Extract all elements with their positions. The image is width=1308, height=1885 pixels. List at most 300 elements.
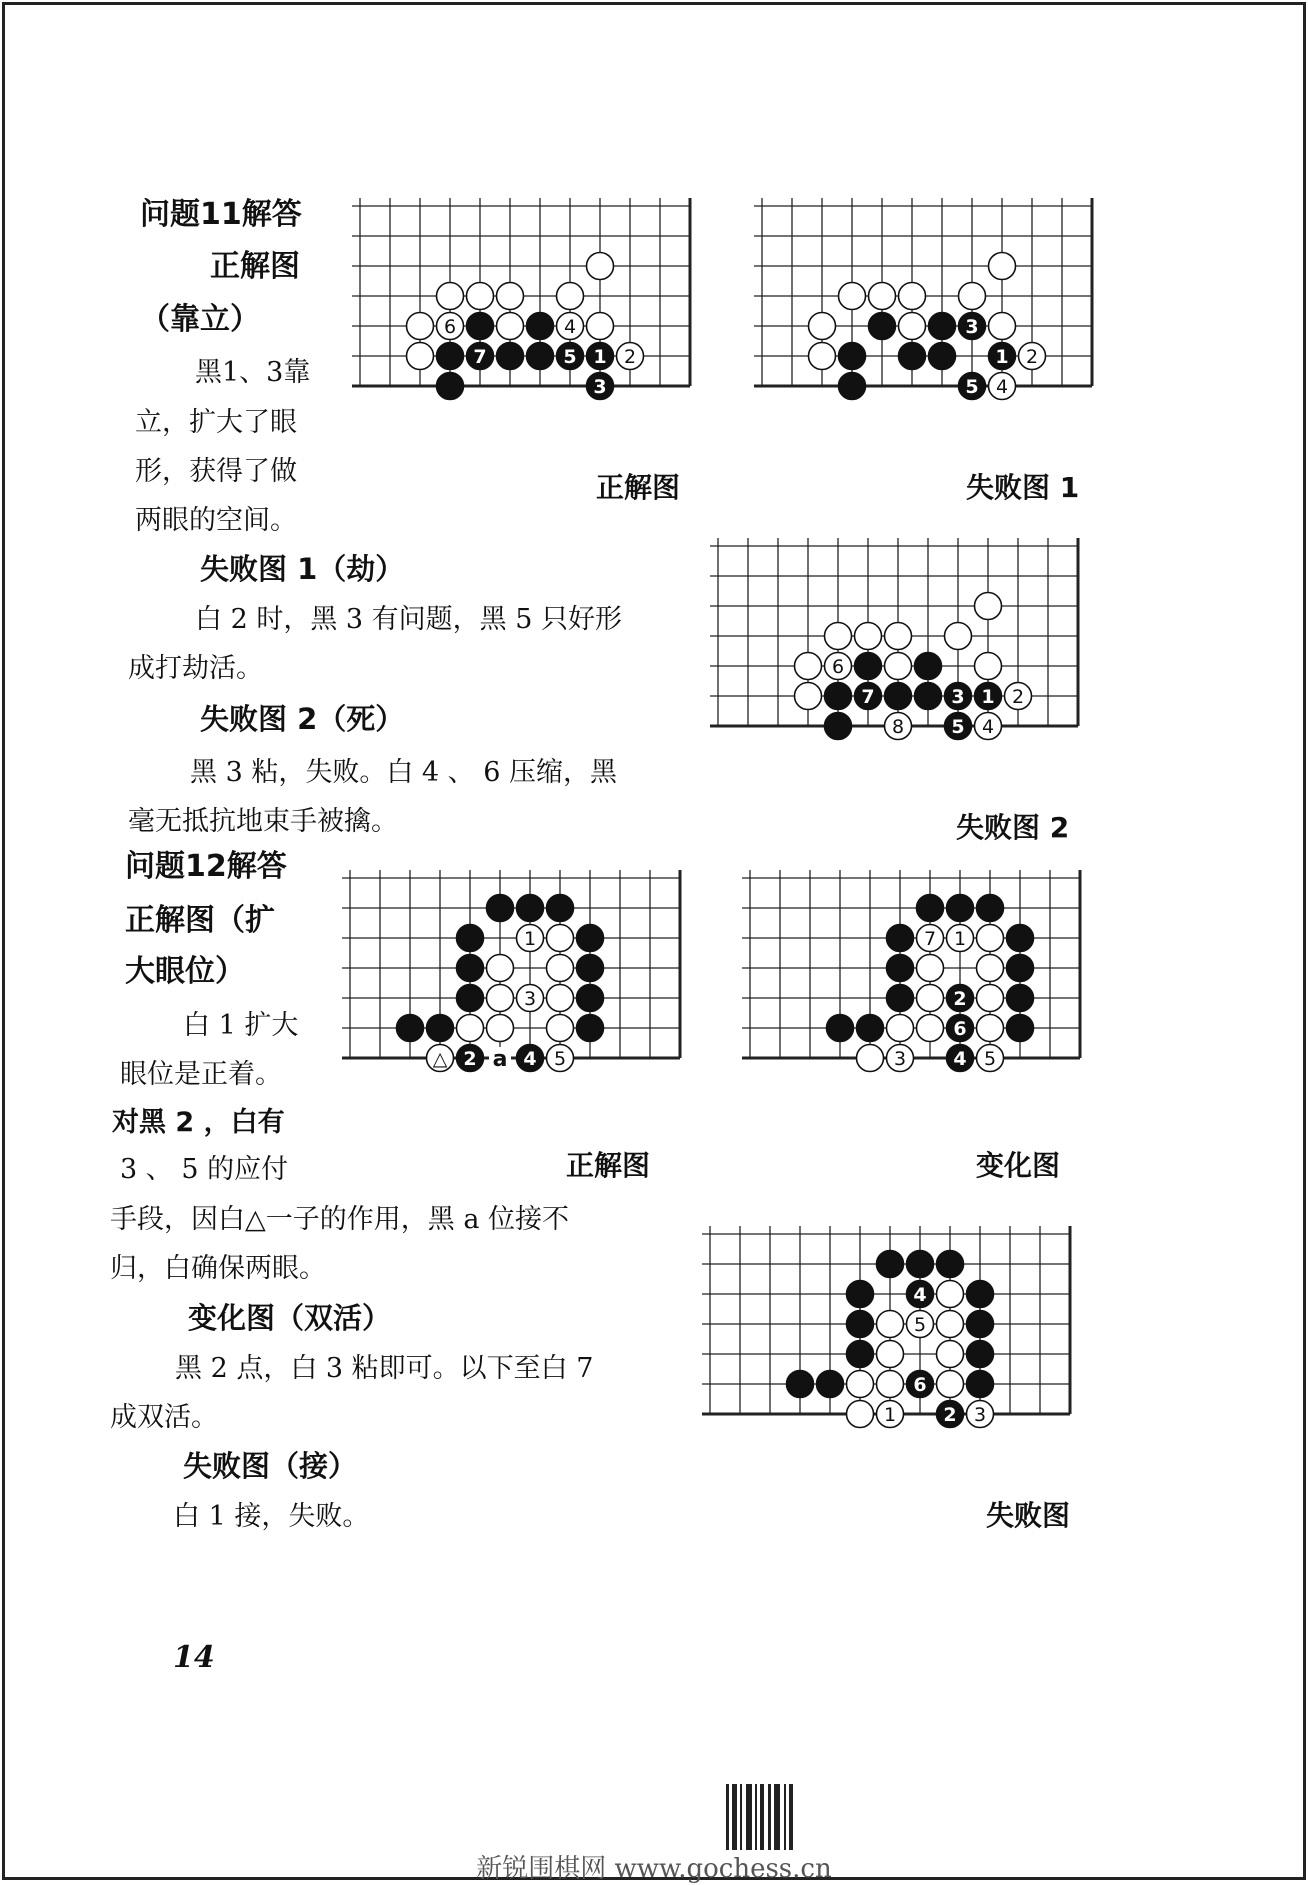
black-stone	[937, 1251, 964, 1278]
white-stone	[809, 313, 836, 340]
stone-disc	[937, 1251, 964, 1278]
black-stone	[975, 683, 1002, 710]
white-stone	[989, 373, 1016, 400]
stone-disc	[847, 1281, 874, 1308]
stone-disc	[497, 313, 524, 340]
stone-disc	[945, 623, 972, 650]
white-stone	[975, 653, 1002, 680]
stone-disc	[959, 283, 986, 310]
white-stone	[437, 283, 464, 310]
stone-disc	[847, 1371, 874, 1398]
stone-disc	[407, 313, 434, 340]
black-stone	[847, 1281, 874, 1308]
black-stone	[457, 925, 484, 952]
white-stone	[487, 1015, 514, 1042]
fail2-body-line: 毫无抵抗地束手被擒。	[128, 806, 398, 837]
white-stone	[855, 623, 882, 650]
stone-number: 6	[913, 1374, 927, 1396]
stone-number: 1	[981, 686, 995, 708]
white-stone	[877, 1341, 904, 1368]
black-stone	[825, 683, 852, 710]
go-board-q11-fail1	[752, 196, 1112, 446]
stone-disc	[937, 1341, 964, 1368]
white-stone	[437, 313, 464, 340]
black-stone	[497, 343, 524, 370]
stone-number: 2	[1011, 686, 1025, 708]
stone-disc	[967, 1371, 994, 1398]
stone-disc	[457, 925, 484, 952]
stone-disc	[817, 1371, 844, 1398]
white-stone	[947, 925, 974, 952]
stone-disc	[975, 653, 1002, 680]
black-stone	[839, 373, 866, 400]
go-board-q12-fail	[700, 1224, 1100, 1474]
stone-disc	[887, 955, 914, 982]
stone-disc	[825, 623, 852, 650]
q11-subtitle: 正解图	[210, 249, 300, 284]
stone-disc	[587, 313, 614, 340]
black-stone	[869, 313, 896, 340]
white-stone	[407, 343, 434, 370]
black-stone	[457, 1045, 484, 1072]
q12-body-line: 白 1 扩大	[183, 1010, 299, 1041]
white-stone	[967, 1401, 994, 1428]
stone-disc	[487, 1015, 514, 1042]
stone-disc	[547, 955, 574, 982]
stone-disc	[887, 1015, 914, 1042]
black-stone	[899, 343, 926, 370]
q11-title: 问题11解答	[140, 197, 302, 232]
black-stone	[787, 1371, 814, 1398]
white-stone	[887, 1045, 914, 1072]
stone-number: 2	[623, 346, 637, 368]
stone-number: 4	[913, 1284, 927, 1306]
stone-number: 3	[973, 1404, 987, 1426]
stone-disc	[497, 283, 524, 310]
white-stone	[945, 623, 972, 650]
stone-disc	[787, 1371, 814, 1398]
black-stone	[977, 895, 1004, 922]
black-stone	[947, 1045, 974, 1072]
stone-number: 5	[563, 346, 577, 368]
stone-disc	[577, 955, 604, 982]
black-stone	[437, 373, 464, 400]
stone-disc	[887, 985, 914, 1012]
stone-disc	[915, 653, 942, 680]
white-stone	[547, 955, 574, 982]
black-stone	[517, 895, 544, 922]
black-stone	[1007, 1015, 1034, 1042]
white-stone	[959, 283, 986, 310]
q12-body-line: 归，白确保两眼。	[110, 1253, 326, 1284]
black-stone	[825, 713, 852, 740]
stone-disc	[809, 343, 836, 370]
stone-disc	[1007, 925, 1034, 952]
black-stone	[877, 1251, 904, 1278]
black-stone	[839, 343, 866, 370]
white-stone	[885, 713, 912, 740]
stone-number: 6	[831, 656, 845, 678]
white-stone	[937, 1281, 964, 1308]
black-stone	[847, 1311, 874, 1338]
black-stone	[967, 1311, 994, 1338]
stone-disc	[885, 683, 912, 710]
stone-disc	[899, 283, 926, 310]
stone-number: 3	[965, 316, 979, 338]
go-board-q11-correct	[350, 196, 710, 446]
white-stone	[1019, 343, 1046, 370]
white-stone	[877, 1371, 904, 1398]
stone-number: 7	[923, 928, 937, 950]
q11-body-line: 立，扩大了眼	[135, 407, 297, 438]
barcode-image	[700, 1778, 830, 1856]
black-stone	[929, 313, 956, 340]
board-caption: 失败图 1	[966, 471, 1080, 504]
variation-body-line: 成双活。	[110, 1402, 218, 1433]
variation-body-line: 黑 2 点，白 3 粘即可。以下至白 7	[175, 1353, 594, 1384]
black-stone	[557, 343, 584, 370]
stone-number: 5	[913, 1314, 927, 1336]
stone-disc	[557, 283, 584, 310]
q12-subtitle: 正解图（扩	[125, 903, 275, 938]
stone-disc	[885, 653, 912, 680]
black-stone	[577, 925, 604, 952]
black-stone	[1007, 925, 1034, 952]
stone-disc	[487, 895, 514, 922]
stone-disc	[869, 313, 896, 340]
stone-disc	[407, 343, 434, 370]
white-stone	[977, 1015, 1004, 1042]
white-stone	[975, 593, 1002, 620]
stone-disc	[977, 925, 1004, 952]
black-stone	[907, 1251, 934, 1278]
footer-watermark: 新锐围棋网 www.gochess.cn	[476, 1854, 832, 1884]
stone-disc	[487, 985, 514, 1012]
stone-number: 3	[523, 988, 537, 1010]
stone-number: 1	[883, 1404, 897, 1426]
go-board-q12-variation	[740, 868, 1100, 1118]
black-stone	[547, 895, 574, 922]
black-stone	[467, 343, 494, 370]
stone-disc	[457, 955, 484, 982]
stone-disc	[989, 253, 1016, 280]
stone-disc	[397, 1015, 424, 1042]
stone-number: 7	[861, 686, 875, 708]
white-stone	[977, 985, 1004, 1012]
black-stone	[457, 955, 484, 982]
stone-disc	[917, 985, 944, 1012]
white-stone	[885, 623, 912, 650]
white-stone	[977, 955, 1004, 982]
black-stone	[967, 1371, 994, 1398]
black-stone	[959, 373, 986, 400]
q12-body-line: 3 、 5 的应付	[120, 1154, 289, 1185]
white-stone	[937, 1311, 964, 1338]
white-stone	[917, 985, 944, 1012]
q12-title: 问题12解答	[125, 849, 287, 884]
white-stone	[557, 313, 584, 340]
white-stone	[617, 343, 644, 370]
white-stone	[557, 283, 584, 310]
stone-disc	[517, 895, 544, 922]
stone-number: 3	[951, 686, 965, 708]
stone-disc	[869, 283, 896, 310]
board-caption: 变化图	[976, 1149, 1061, 1182]
black-stone	[915, 683, 942, 710]
stone-disc	[977, 955, 1004, 982]
go-board-q12-correct	[340, 868, 700, 1118]
stone-disc	[975, 593, 1002, 620]
black-stone	[887, 955, 914, 982]
black-stone	[527, 343, 554, 370]
white-stone	[917, 1015, 944, 1042]
white-stone	[989, 253, 1016, 280]
black-stone	[887, 985, 914, 1012]
white-stone	[899, 313, 926, 340]
black-stone	[947, 985, 974, 1012]
stone-disc	[937, 1311, 964, 1338]
black-stone	[967, 1341, 994, 1368]
variation-title: 变化图（双活）	[188, 1301, 392, 1335]
stone-number: △	[432, 1048, 448, 1070]
stone-disc	[847, 1401, 874, 1428]
white-stone	[825, 623, 852, 650]
stone-disc	[795, 683, 822, 710]
black-stone	[587, 373, 614, 400]
white-stone	[907, 1311, 934, 1338]
board-caption: 失败图	[986, 1499, 1071, 1532]
q11-body-line: 形，获得了做	[135, 456, 297, 487]
white-stone	[839, 283, 866, 310]
black-stone	[427, 1015, 454, 1042]
white-stone	[517, 985, 544, 1012]
stone-disc	[907, 1251, 934, 1278]
white-stone	[795, 653, 822, 680]
white-stone	[547, 985, 574, 1012]
stone-disc	[1007, 985, 1034, 1012]
white-stone	[877, 1311, 904, 1338]
fail-title: 失败图（接）	[183, 1449, 358, 1483]
white-stone	[877, 1401, 904, 1428]
white-stone	[989, 313, 1016, 340]
stone-number: 5	[965, 376, 979, 398]
stone-disc	[887, 925, 914, 952]
white-stone	[497, 283, 524, 310]
stone-disc	[527, 313, 554, 340]
stone-number: 1	[523, 928, 537, 950]
white-stone	[487, 955, 514, 982]
white-stone	[517, 925, 544, 952]
stone-disc	[467, 313, 494, 340]
stone-disc	[877, 1341, 904, 1368]
stone-disc	[547, 985, 574, 1012]
white-stone	[587, 313, 614, 340]
stone-disc	[847, 1311, 874, 1338]
stone-disc	[855, 623, 882, 650]
stone-number: 4	[523, 1048, 537, 1070]
stone-number: 1	[593, 346, 607, 368]
stone-disc	[937, 1371, 964, 1398]
white-stone	[975, 713, 1002, 740]
black-stone	[885, 683, 912, 710]
white-stone	[917, 955, 944, 982]
white-stone	[427, 1045, 454, 1072]
black-stone	[857, 1015, 884, 1042]
stone-disc	[977, 1015, 1004, 1042]
black-stone	[967, 1281, 994, 1308]
fail2-title: 失败图 2（死）	[200, 702, 405, 736]
black-stone	[945, 683, 972, 710]
black-stone	[937, 1401, 964, 1428]
white-stone	[825, 653, 852, 680]
white-stone	[977, 925, 1004, 952]
white-stone	[917, 925, 944, 952]
black-stone	[915, 653, 942, 680]
stone-disc	[899, 313, 926, 340]
stone-disc	[915, 683, 942, 710]
q12-body-line: 对黑 2 ，白有	[112, 1107, 285, 1138]
black-stone	[577, 1015, 604, 1042]
white-stone	[587, 253, 614, 280]
black-stone	[1007, 985, 1034, 1012]
stone-number: 2	[953, 988, 967, 1010]
white-stone	[1005, 683, 1032, 710]
point-label-text: a	[492, 1047, 508, 1072]
stone-number: 6	[953, 1018, 967, 1040]
white-stone	[847, 1371, 874, 1398]
stone-number: 2	[463, 1048, 477, 1070]
stone-number: 2	[1025, 346, 1039, 368]
white-stone	[809, 343, 836, 370]
white-stone	[407, 313, 434, 340]
black-stone	[989, 343, 1016, 370]
stone-disc	[547, 1015, 574, 1042]
black-stone	[1007, 955, 1034, 982]
stone-number: 1	[953, 928, 967, 950]
black-stone	[855, 653, 882, 680]
fail-body-line: 白 1 接，失败。	[173, 1501, 370, 1532]
q12-body-line: 眼位是正着。	[120, 1059, 282, 1090]
white-stone	[487, 985, 514, 1012]
black-stone	[527, 313, 554, 340]
black-stone	[947, 895, 974, 922]
stone-disc	[839, 373, 866, 400]
stone-disc	[839, 343, 866, 370]
stone-number: 1	[995, 346, 1009, 368]
stone-number: 5	[951, 716, 965, 738]
black-stone	[929, 343, 956, 370]
white-stone	[887, 1015, 914, 1042]
q11-body-line: 黑1、3靠	[195, 357, 311, 388]
black-stone	[907, 1371, 934, 1398]
black-stone	[397, 1015, 424, 1042]
black-stone	[577, 955, 604, 982]
stone-number: 3	[593, 376, 607, 398]
white-stone	[847, 1401, 874, 1428]
stone-disc	[899, 343, 926, 370]
page-number: 14	[173, 1640, 215, 1675]
stone-disc	[877, 1311, 904, 1338]
black-stone	[945, 713, 972, 740]
black-stone	[587, 343, 614, 370]
stone-disc	[877, 1251, 904, 1278]
stone-disc	[877, 1371, 904, 1398]
black-stone	[827, 1015, 854, 1042]
board-caption: 正解图	[566, 1149, 651, 1182]
stone-disc	[967, 1281, 994, 1308]
board-caption: 失败图 2	[956, 811, 1070, 844]
stone-disc	[467, 283, 494, 310]
black-stone	[959, 313, 986, 340]
stone-number: 3	[893, 1048, 907, 1070]
stone-disc	[527, 343, 554, 370]
white-stone	[899, 283, 926, 310]
q11-paren: （靠立）	[140, 302, 260, 337]
black-stone	[437, 343, 464, 370]
stone-disc	[427, 1015, 454, 1042]
fail1-body-line: 成打劫活。	[128, 653, 263, 684]
stone-disc	[967, 1311, 994, 1338]
stone-disc	[977, 895, 1004, 922]
white-stone	[497, 313, 524, 340]
stone-disc	[989, 313, 1016, 340]
stone-disc	[1007, 955, 1034, 982]
white-stone	[547, 1045, 574, 1072]
stone-disc	[917, 955, 944, 982]
stone-disc	[929, 343, 956, 370]
stone-disc	[825, 713, 852, 740]
stone-disc	[1007, 1015, 1034, 1042]
fail1-body-line: 白 2 时，黑 3 有问题，黑 5 只好形	[195, 604, 623, 635]
stone-disc	[857, 1015, 884, 1042]
black-stone	[487, 895, 514, 922]
stone-disc	[587, 253, 614, 280]
white-stone	[857, 1045, 884, 1072]
stone-disc	[457, 1015, 484, 1042]
stone-disc	[809, 313, 836, 340]
stone-disc	[437, 283, 464, 310]
stone-disc	[947, 895, 974, 922]
stone-disc	[497, 343, 524, 370]
stone-number: 8	[891, 716, 905, 738]
black-stone	[467, 313, 494, 340]
board-caption: 正解图	[596, 471, 681, 504]
white-stone	[547, 925, 574, 952]
black-stone	[907, 1281, 934, 1308]
stone-number: 5	[553, 1048, 567, 1070]
stone-disc	[847, 1341, 874, 1368]
stone-disc	[457, 985, 484, 1012]
white-stone	[937, 1341, 964, 1368]
stone-disc	[855, 653, 882, 680]
stone-number: 5	[983, 1048, 997, 1070]
stone-disc	[577, 1015, 604, 1042]
stone-disc	[795, 653, 822, 680]
stone-disc	[967, 1341, 994, 1368]
stone-disc	[827, 1015, 854, 1042]
stone-number: 4	[563, 316, 577, 338]
black-stone	[577, 985, 604, 1012]
white-stone	[457, 1015, 484, 1042]
stone-disc	[937, 1281, 964, 1308]
stone-number: 4	[953, 1048, 967, 1070]
black-stone	[847, 1341, 874, 1368]
q11-body-line: 两眼的空间。	[135, 505, 297, 536]
white-stone	[977, 1045, 1004, 1072]
stone-disc	[977, 985, 1004, 1012]
go-board-q11-fail2	[708, 536, 1108, 786]
stone-number: 7	[473, 346, 487, 368]
